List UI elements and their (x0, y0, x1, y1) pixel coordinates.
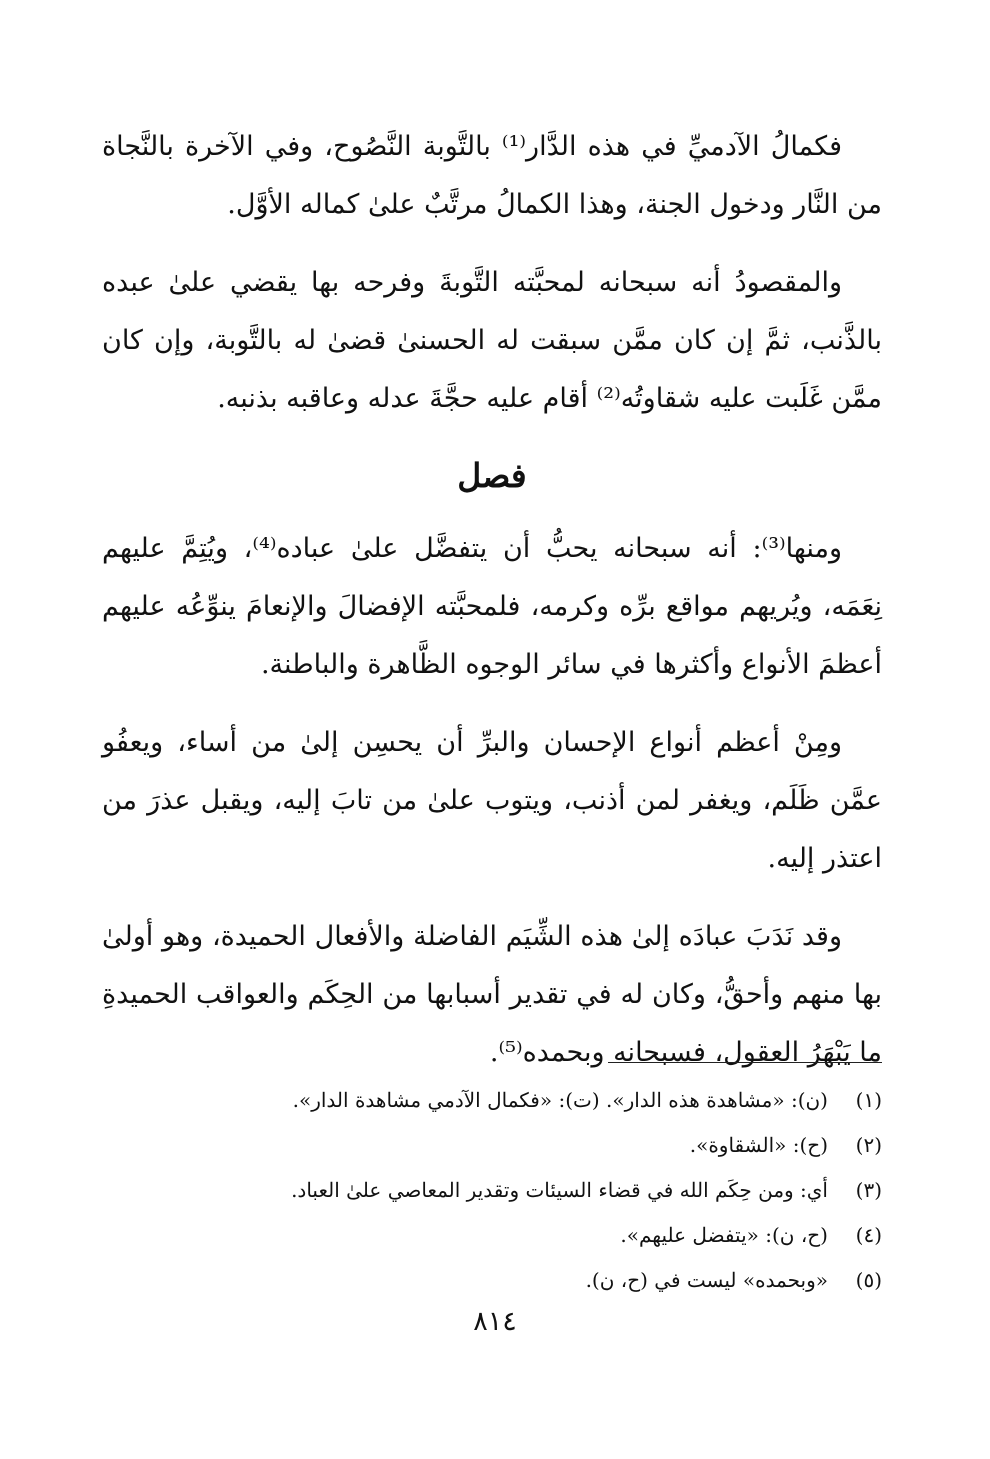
footnote-2 (102, 1123, 882, 1168)
paragraph-1: فكمالُ الآدميِّ في هذه الدَّار⁽¹⁾ بالتَّوبة النَّصُوح، وفي الآخرة بالنَّجاة من النَّار ودخول الجنة، وهذا الكمالُ مرتَّبٌ علىٰ كماله الأوَّل. (102, 131, 882, 220)
footnotes (102, 1078, 882, 1303)
footnote-number: (٣) (855, 1178, 882, 1202)
footnote-number: (٥) (855, 1268, 882, 1292)
footnote-text: (ح، ن): «يتفضل عليهم». (620, 1223, 828, 1247)
footnote-number: (١) (855, 1088, 882, 1112)
footnote-separator (608, 1062, 882, 1063)
footnote-text: (ن): «مشاهدة هذه الدار». (ت): «فكمال الآدمي مشاهدة الدار». (292, 1088, 828, 1112)
page-number: ٨١٤ (473, 1306, 517, 1337)
paragraph-2: والمقصودُ أنه سبحانه لمحبَّته التَّوبةَ وفرحه بها يقضي علىٰ عبده بالذَّنب، ثمَّ إن كان ممَّن سبقت له الحسنىٰ قضىٰ له بالتَّوبة، وإن كان ممَّن غَلَبت عليه شقاوتُه⁽²⁾ أقام عليه حجَّةَ عدله وعاقبه بذنبه. (102, 267, 882, 414)
footnote-5 (102, 1258, 882, 1303)
footnote-text: (ح): «الشقاوة». (689, 1133, 828, 1157)
paragraph-5: وقد نَدَبَ عبادَه إلىٰ هذه الشِّيَم الفاضلة والأفعال الحميدة، وهو أولىٰ بها منهم وأحقُّ، وكان له في تقدير أسبابها من الحِكَم والعواقب الحميدةِ ما يَبْهَرُ العقول، فسبحانه وبحمده⁽⁵⁾. (102, 921, 882, 1068)
footnote-text: أي: ومن حِكَم الله في قضاء السيئات وتقدير المعاصي علىٰ العباد. (291, 1178, 828, 1202)
section-heading: فصل (457, 456, 527, 495)
paragraph-4: ومِنْ أعظم أنواع الإحسان والبرِّ أن يحسِن إلىٰ من أساء، ويعفُو عمَّن ظَلَم، ويغفر لمن أذنب، ويتوب علىٰ من تابَ إليه، ويقبل عذرَ من اعتذر إليه. (102, 727, 882, 874)
footnote-1 (102, 1078, 882, 1123)
paragraph-3: ومنها⁽³⁾: أنه سبحانه يحبُّ أن يتفضَّل علىٰ عباده⁽⁴⁾، ويُتِمَّ عليهم نِعَمَه، ويُريهم مواقع برِّه وكرمه، فلمحبَّته الإفضالَ والإنعامَ ينوِّعُه عليهم أعظمَ الأنواع وأكثرها في سائر الوجوه الظَّاهرة والباطنة. (102, 533, 882, 680)
footnote-number: (٤) (855, 1223, 882, 1247)
footnote-4 (102, 1213, 882, 1258)
footnote-text: «وبحمده» ليست في (ح، ن). (585, 1268, 828, 1292)
footnote-number: (٢) (855, 1133, 882, 1157)
main-text (102, 118, 882, 1102)
footnote-3 (102, 1168, 882, 1213)
